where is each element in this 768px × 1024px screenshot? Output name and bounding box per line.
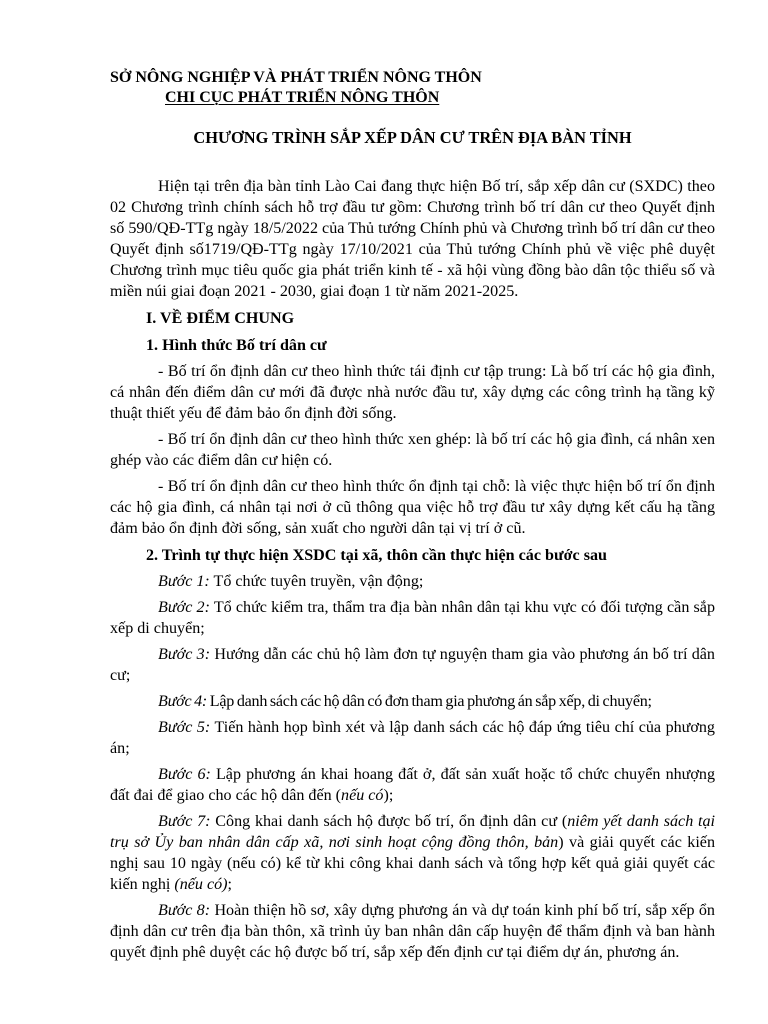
step-label: Bước 8:: [158, 902, 211, 919]
step-item: [110, 571, 715, 592]
list-item: - Bố trí ổn định dân cư theo hình thức ổn định tại chỗ: là việc thực hiện bố trí ổn định các hộ gia đình, cá nhân tại nơi ở cũ thông qua việc hỗ trợ đầu tư xây dựng kết cấu hạ tầng đảm bảo ổn định đời sống, sản xuất cho người dân tại vị trí ở cũ.: [110, 478, 715, 537]
list-item: - Bố trí ổn định dân cư theo hình thức tái định cư tập trung: Là bố trí các hộ gia đình, cá nhân đến điểm dân cư mới đã được nhà nước đầu tư, xây dựng các công trình hạ tầng kỹ thuật thiết yếu để đảm bảo ổn định đời sống.: [110, 363, 715, 422]
section-heading: I. VỀ ĐIỂM CHUNG: [146, 310, 295, 327]
step-item: [110, 644, 715, 686]
step-label: Bước 5:: [158, 719, 211, 736]
step-text: Công khai danh sách hộ được bố trí, ổn định dân cư (: [210, 813, 568, 830]
step-text: Hoàn thiện hồ sơ, xây dựng phương án và dự toán kinh phí bố trí, sắp xếp ổn định dân cư trên địa bàn thôn, xã trình ủy ban nhân dân cấp huyện để thẩm định và ban hành quyết định phê duyệt các hộ được bố trí, sắp xếp đến định cư tại điểm dự án, phương án.: [110, 902, 715, 961]
agency-sub-name: CHI CỤC PHÁT TRIỂN NÔNG THÔN: [165, 89, 440, 106]
subsection-heading: 2. Trình tự thực hiện XSDC tại xã, thôn cần thực hiện các bước sau: [146, 547, 607, 564]
step-text: Tổ chức tuyên truyền, vận động;: [209, 573, 424, 590]
step-item: [110, 811, 715, 895]
step-item: [110, 900, 715, 963]
document-title: CHƯƠNG TRÌNH SẮP XẾP DÂN CƯ TRÊN ĐỊA BÀN TỈNH: [193, 128, 632, 147]
step-item: [110, 691, 715, 712]
list-item: - Bố trí ổn định dân cư theo hình thức xen ghép: là bố trí các hộ gia đình, cá nhân xen ghép vào các điểm dân cư hiện có.: [110, 431, 715, 469]
agency-name: SỞ NÔNG NGHIỆP VÀ PHÁT TRIỂN NÔNG THÔN: [110, 69, 482, 86]
step-text: Lập danh sách các hộ dân có đơn tham gia phương án sắp xếp, di chuyển;: [207, 693, 652, 710]
step-text: Tiến hành họp bình xét và lập danh sách các hộ đáp ứng tiêu chí của phương án;: [110, 719, 715, 757]
step-text: Lập phương án khai hoang đất ở, đất sản xuất hoặc tổ chức chuyển nhượng đất đai để giao cho các hộ dân đến (: [110, 766, 715, 804]
step-label: Bước 2:: [158, 599, 210, 616]
step-item: [110, 717, 715, 759]
step-text: Hướng dẫn các chủ hộ làm đơn tự nguyện tham gia vào phương án bố trí dân cư;: [110, 646, 715, 684]
step-text-tail: );: [383, 787, 394, 804]
step-label: Bước 3:: [158, 646, 211, 663]
step-text-tail: ) và giải quyết các kiến nghị sau 10 ngày (nếu có) kể từ khi công khai danh sách và tổng hợp kết quả giải quyết các kiến nghị: [110, 834, 715, 893]
step-label: Bước 6:: [158, 766, 211, 783]
step-item: [110, 764, 715, 806]
step-text-tail: ;: [227, 876, 233, 893]
agency-sub-name-row: [110, 88, 715, 108]
step-label: Bước 7:: [158, 813, 211, 830]
step-note: (nếu có): [174, 876, 228, 893]
intro-paragraph: Hiện tại trên địa bàn tỉnh Lào Cai đang thực hiện Bố trí, sắp xếp dân cư (SXDC) theo 02 Chương trình chính sách hỗ trợ đầu tư gồm: Chương trình bố trí dân cư theo Quyết định số 590/QĐ-TTg ngày 18/5/2022 của Thủ tướng Chính phủ và Chương trình bố trí dân cư theo Quyết định số1719/QĐ-TTg ngày 17/10/2021 của Thủ tướng Chính phủ về việc phê duyệt Chương trình mục tiêu quốc gia phát triển kinh tế - xã hội vùng đồng bào dân tộc thiểu số và miền núi giai đoạn 2021 - 2030, giai đoạn 1 từ năm 2021-2025.: [110, 178, 715, 300]
step-note: niêm yết danh sách tại trụ sở Ủy ban nhân dân cấp xã, nơi sinh hoạt cộng đồng thôn, bản: [110, 813, 716, 851]
step-label: Bước 4:: [158, 693, 208, 710]
step-label: Bước 1:: [158, 573, 210, 590]
step-text: Tổ chức kiểm tra, thẩm tra địa bàn nhân dân tại khu vực có đối tượng cần sắp xếp di chuyển;: [110, 599, 715, 637]
step-note: nếu có: [341, 787, 384, 804]
step-item: [110, 597, 715, 639]
subsection-heading: 1. Hình thức Bố trí dân cư: [146, 337, 327, 354]
